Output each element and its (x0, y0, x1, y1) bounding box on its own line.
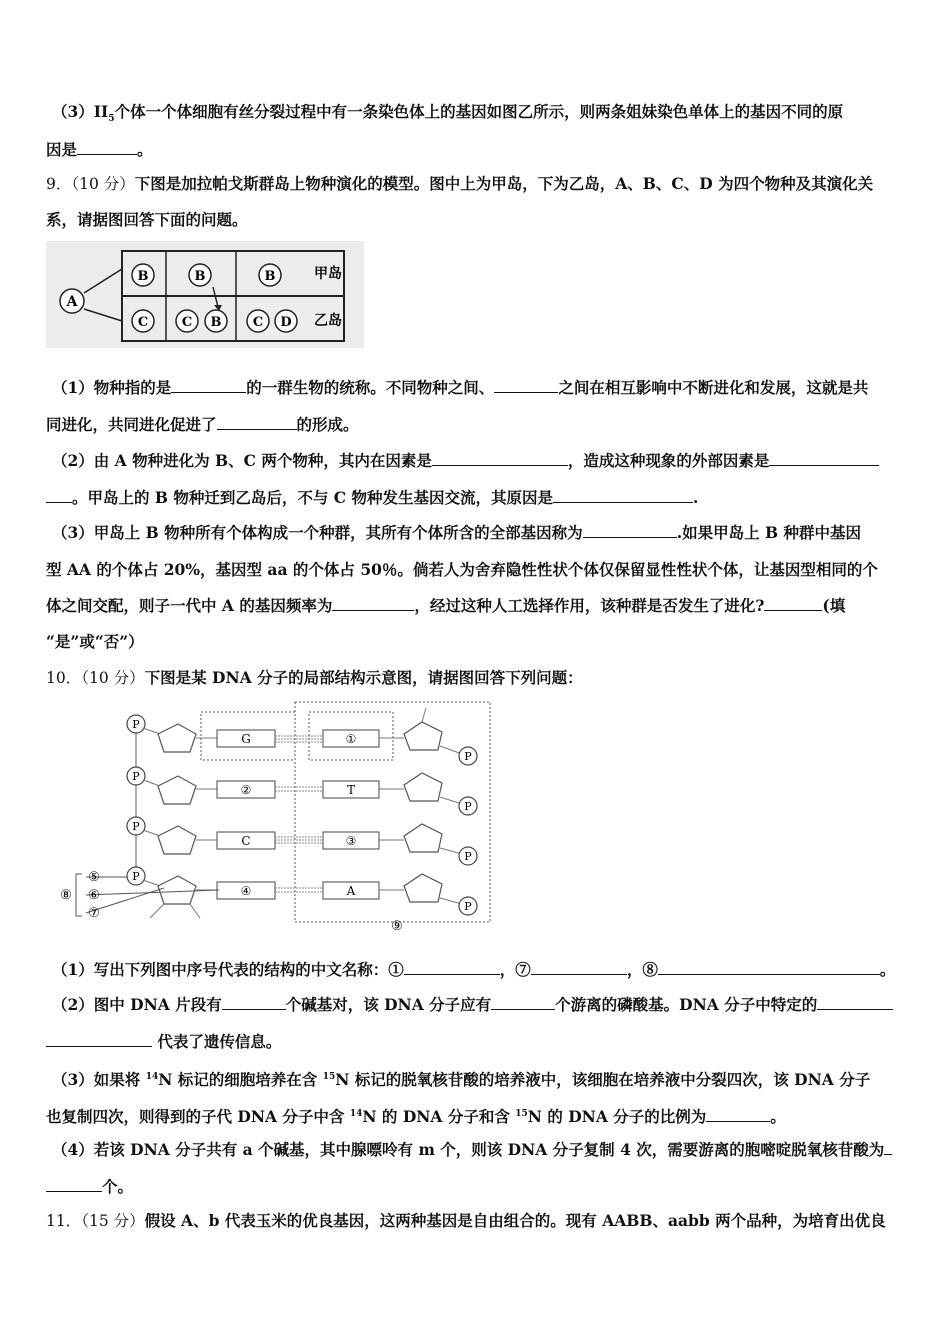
q8-3-line2: 因是 。 (46, 140, 153, 159)
answer-blank[interactable] (658, 960, 880, 975)
q10-4-line1: （4）若该 DNA 分子共有 a 个碱基，其中腺嘌呤有 m 个，则该 DNA 分子复制 4 次，需要游离的胞嘧啶脱氧核苷酸为 (52, 1140, 892, 1160)
svg-text:P: P (464, 800, 472, 813)
svg-text:P: P (132, 820, 140, 833)
svg-text:C: C (252, 315, 264, 330)
answer-blank[interactable] (531, 960, 627, 975)
answer-blank[interactable] (769, 451, 879, 466)
svg-text:P: P (132, 770, 140, 783)
nucleotide-pair-1 (127, 708, 477, 765)
svg-text:D: D (280, 315, 292, 330)
q8-3-line1: $(3)II_5$个体一个体细胞有丝分裂过程中有一条染色体上的基因如图乙所示，则两条姐妹染色单体上的基因不同的原 (52, 102, 844, 125)
species-a-circle (60, 289, 84, 313)
q9-1-line1: （1）物种指的是 的一群生物的统称。不同物种之间、 之间在相互影响中不断进化和发展，这就是共 (52, 378, 869, 397)
svg-text:B: B (137, 269, 149, 284)
answer-blank[interactable] (217, 415, 297, 430)
svg-text:T: T (346, 783, 356, 797)
svg-text:②: ② (240, 783, 252, 797)
nucleotide-pair-4 (127, 867, 477, 918)
answer-blank[interactable] (884, 1140, 892, 1155)
answer-blank[interactable] (404, 960, 500, 975)
island-top-label: 甲岛 (314, 266, 342, 282)
svg-text:P: P (132, 870, 140, 883)
q10-4-line2: 个。 (46, 1177, 133, 1197)
svg-text:P: P (464, 750, 472, 763)
svg-text:⑤: ⑤ (88, 870, 100, 885)
q10-2-line1: （2）图中 DNA 片段有 个碱基对，该 DNA 分子应有 个游离的磷酸基。DNA 分子中特定的 (52, 995, 893, 1015)
q9-3-line3: 体之间交配，则子一代中 A 的基因频率为 ，经过这种人工选择作用，该种群是否发生了进化? (填 (46, 596, 846, 615)
svg-text:P: P (132, 718, 140, 731)
svg-text:C: C (137, 315, 149, 330)
q9-3-line4: “是”或“否”） (46, 632, 144, 651)
answer-blank[interactable] (583, 523, 677, 538)
q9-3-line1: （3）甲岛上 B 物种所有个体构成一个种群，其所有个体所含的全部基因称为 .如果甲岛上 B 种群中基因 (52, 523, 861, 542)
answer-blank[interactable] (494, 378, 558, 393)
answer-blank[interactable] (46, 1032, 152, 1047)
svg-text:A: A (66, 294, 78, 310)
answer-blank[interactable] (171, 378, 246, 393)
label-9: ⑨ (391, 919, 403, 934)
svg-text:C: C (241, 834, 251, 848)
answer-blank[interactable] (491, 995, 555, 1010)
answer-blank[interactable] (222, 995, 286, 1010)
svg-text:B: B (210, 315, 222, 330)
answer-blank[interactable] (46, 488, 72, 503)
q9-stem-line2: 系，请据图回答下面的问题。 (46, 210, 248, 229)
island-bottom-label: 乙岛 (314, 313, 342, 329)
q9-2-line1: （2）由 A 物种进化为 B、C 两个物种，其内在因素是 ，造成这种现象的外部因素是 (52, 451, 879, 471)
q10-3-line1: （3）如果将 $^{14}$N 标记的细胞培养在含 $^{15}$N 标记的脱氧核苷酸的培养液中，该细胞在培养液中分裂四次，该 DNA 分子 (52, 1070, 871, 1090)
svg-text:C: C (181, 315, 193, 330)
answer-blank[interactable] (77, 140, 137, 155)
svg-text:④: ④ (240, 884, 252, 898)
q9-stem-line1: 9．（10 分）下图是加拉帕戈斯群岛上物种演化的模型。图中上为甲岛，下为乙岛，A、B、C、D 为四个物种及其演化关 (46, 174, 874, 193)
svg-text:P: P (464, 850, 472, 863)
q9-1-line2: 同进化，共同进化促进了 的形成。 (46, 415, 359, 434)
svg-text:①: ① (345, 732, 357, 746)
svg-text:⑦: ⑦ (88, 906, 100, 921)
svg-text:⑧: ⑧ (60, 888, 72, 903)
q10-1-line: （1）写出下列图中序号代表的结构的中文名称：① ，⑦ ，⑧ 。 (52, 960, 896, 979)
svg-text:③: ③ (345, 834, 357, 848)
q10-2-line2: 代表了遗传信息。 (46, 1032, 281, 1052)
nucleotide-pair-2 (127, 767, 477, 815)
svg-text:⑥: ⑥ (88, 888, 100, 903)
svg-text:B: B (194, 269, 206, 284)
answer-blank[interactable] (706, 1107, 770, 1122)
svg-text:P: P (464, 900, 472, 913)
speciation-figure (46, 241, 364, 348)
q9-2-line2: 。甲岛上的 B 物种迁到乙岛后，不与 C 物种发生基因交流，其原因是 . (46, 488, 698, 508)
q11-stem: 11．（15 分）假设 A、b 代表玉米的优良基因，这两种基因是自由组合的。现有 AABB、aabb 两个品种，为培育出优良 (46, 1211, 886, 1230)
answer-blank[interactable] (332, 596, 414, 611)
svg-text:B: B (264, 269, 276, 284)
q10-3-line2: 也复制四次，则得到的子代 DNA 分子中含 $^{14}$N 的 DNA 分子和含 $^{15}$N 的 DNA 分子的比例为 。 (46, 1107, 786, 1127)
answer-blank[interactable] (764, 596, 822, 611)
svg-text:G: G (241, 732, 251, 746)
dna-structure-figure (54, 700, 494, 936)
nucleotide-pair-3 (127, 817, 477, 865)
answer-blank[interactable] (46, 1177, 102, 1192)
q9-3-line2: 型 AA 的个体占 20%，基因型 aa 的个体占 50％。倘若人为舍弃隐性性状个体仅保留显性性状个体，让基因型相同的个 (46, 560, 878, 579)
answer-blank[interactable] (817, 995, 893, 1010)
svg-text:A: A (346, 884, 356, 898)
q10-stem: 10．（10 分）下图是某 DNA 分子的局部结构示意图，请据图回答下列问题： (46, 668, 583, 687)
answer-blank[interactable] (553, 488, 693, 503)
answer-blank[interactable] (432, 451, 568, 466)
